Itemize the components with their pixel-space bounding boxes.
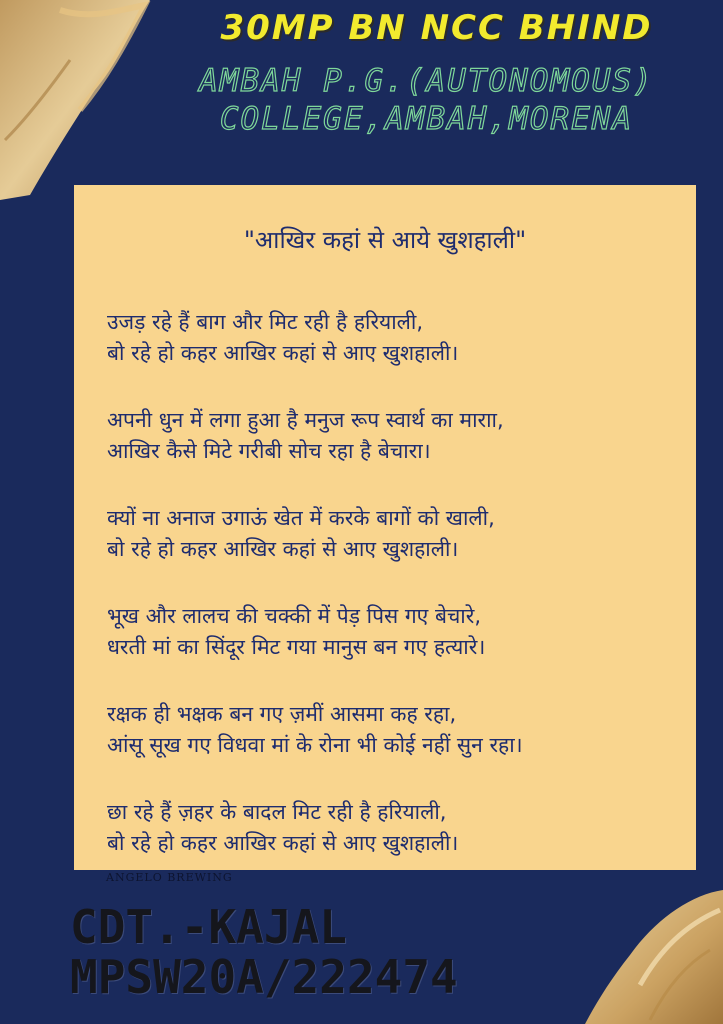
poem-line: धरती मां का सिंदूर मिट गया मानुस बन गए हत्यारे। (107, 635, 486, 659)
poem-body (107, 307, 692, 895)
stanza (107, 699, 692, 761)
brand-credit: ANGELO BREWING (106, 871, 233, 884)
poem-line: बो रहे हो कहर आखिर कहां से आए खुशहाली। (107, 537, 459, 561)
stanza (107, 601, 692, 663)
poem-line: बो रहे हो कहर आखिर कहां से आए खुशहाली। (107, 831, 459, 855)
poem-line: भूख और लालच की चक्की में पेड़ पिस गए बेचारे, (107, 604, 482, 628)
college-name-line2: COLLEGE,AMBAH,MORENA (219, 101, 634, 137)
author-name: CDT.-KAJAL (70, 900, 347, 954)
author-block (70, 902, 458, 1002)
poem-line: क्यों ना अनाज उगाऊं खेत में करके बागों को खाली, (107, 506, 495, 530)
poem-line: छा रहे हैं ज़हर के बादल मिट रही है हरियाली, (107, 800, 447, 824)
poem-line: उजड़ रहे हैं बाग और मिट रही है हरियाली, (107, 310, 424, 334)
poem-line: अपनी धुन में लगा हुआ है मनुज रूप स्वार्थ का माराा, (107, 408, 504, 432)
college-name (130, 62, 723, 138)
header-title: 30MP BN NCC BHIND (220, 8, 653, 48)
poem-line: आंसू सूख गए विधवा मां के रोना भी कोई नहीं सुन रहा। (107, 733, 523, 757)
poem-line: आखिर कैसे मिटे गरीबी सोच रहा है बेचारा। (107, 439, 431, 463)
stanza (107, 503, 692, 565)
poem-title: "आखिर कहां से आये खुशहाली" (243, 226, 527, 254)
poem-card (74, 185, 696, 870)
college-name-line1: AMBAH P.G.(AUTONOMOUS) (199, 63, 654, 99)
poem-line: बो रहे हो कहर आखिर कहां से आए खुशहाली। (107, 341, 459, 365)
stanza (107, 307, 692, 369)
stanza (107, 405, 692, 467)
stanza (107, 797, 692, 859)
author-id: MPSW20A/222474 (70, 950, 458, 1004)
poem-line: रक्षक ही भक्षक बन गए ज़मीं आसमा कह रहा, (107, 702, 457, 726)
